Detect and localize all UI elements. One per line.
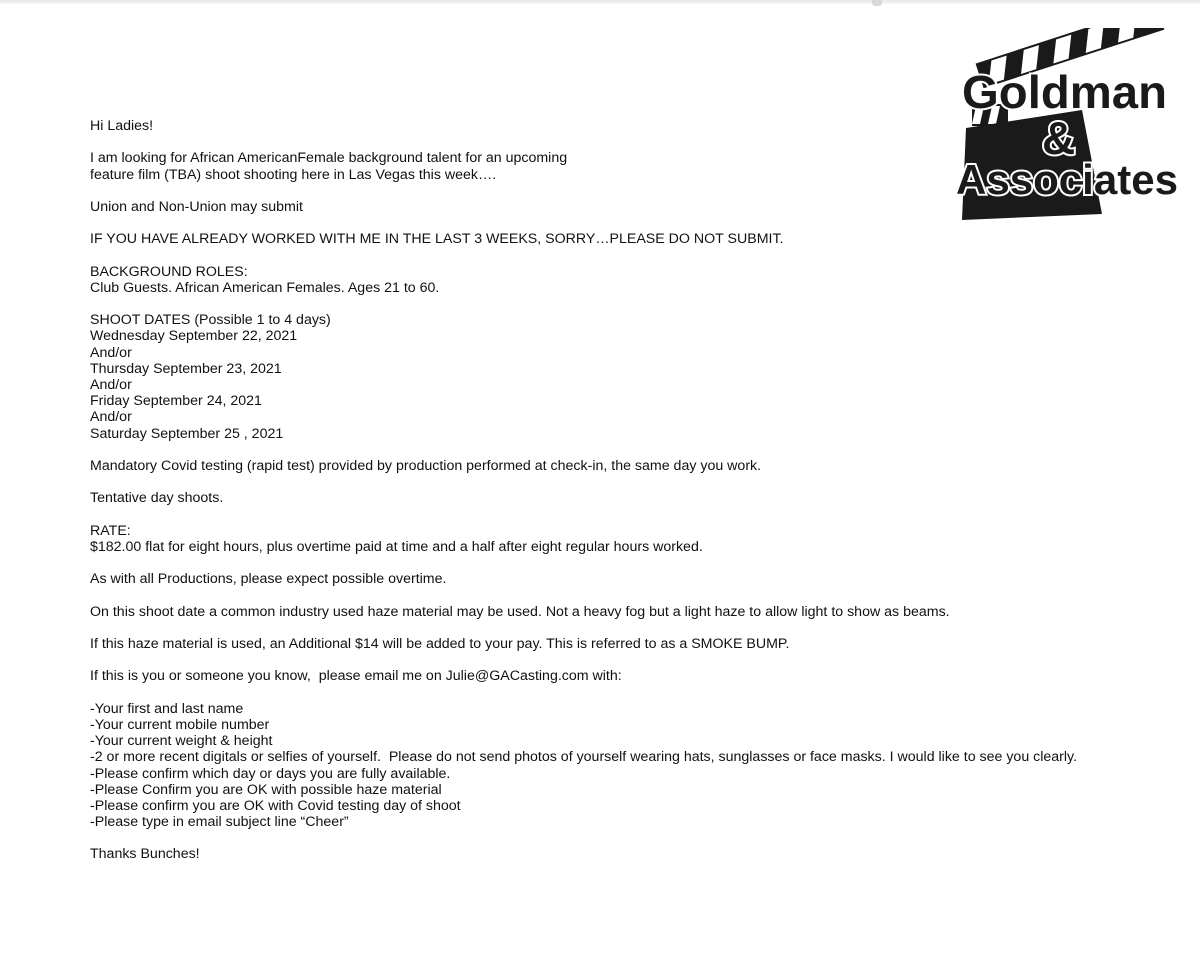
requirement-item: -Your current weight & height [90,733,273,750]
overtime-note: As with all Productions, please expect possible overtime. [90,571,447,588]
rate-heading: RATE: [90,522,131,539]
shoot-date: Friday September 24, 2021 [90,393,262,410]
requirement-item: -Your current mobile number [90,716,270,733]
warning-text: IF YOU HAVE ALREADY WORKED WITH ME IN THE LAST 3 WEEKS, SORRY…PLEASE DO NOT SUBMIT. [90,231,784,248]
requirement-item: -2 or more recent digitals or selfies of yourself. Please do not send photos of yourself wearing hats, sunglasses or face masks. I would like to see you clearly. [90,749,1078,766]
greeting: Hi Ladies! [90,118,154,134]
requirement-item: -Please confirm which day or days you are fully available. [90,765,451,782]
shoot-date: Saturday September 25 , 2021 [90,425,284,442]
roles-heading: BACKGROUND ROLES: [90,263,248,280]
logo-line-ampersand: & [1042,112,1076,164]
roles-text: Club Guests. African American Females. Ages 21 to 60. [90,279,440,296]
dates-heading: SHOOT DATES (Possible 1 to 4 days) [90,312,331,329]
date-separator: And/or [90,344,132,361]
window-top-edge [0,0,1200,4]
logo-line-associates: Associates [956,156,1178,203]
casting-notice [90,118,1150,863]
date-separator: And/or [90,409,132,426]
requirement-item: -Your first and last name [90,700,244,717]
intro-line: I am looking for African AmericanFemale background talent for an upcoming [90,150,568,167]
logo-line-goldman: Goldman [962,66,1167,118]
rate-text: $182.00 flat for eight hours, plus overtime paid at time and a half after eight regular hours worked. [90,538,703,555]
intro-line: feature film (TBA) shoot shooting here in Las Vegas this week…. [90,166,497,183]
union-note: Union and Non-Union may submit [90,198,303,215]
signoff: Thanks Bunches! [90,846,200,863]
requirement-item: -Please confirm you are OK with Covid testing day of shoot [90,797,461,814]
smoke-bump-note: If this haze material is used, an Additional $14 will be added to your pay. This is referred to as a SMOKE BUMP. [90,636,790,652]
email-intro: If this is you or someone you know, please email me on Julie@GACasting.com with: [90,668,622,685]
haze-note: On this shoot date a common industry used haze material may be used. Not a heavy fog but a light haze to allow light to show as beams. [90,603,950,620]
requirement-item: -Please Confirm you are OK with possible haze material [90,781,442,798]
shoot-date: Thursday September 23, 2021 [90,360,282,377]
date-separator: And/or [90,377,132,393]
requirement-item: -Please type in email subject line “Cheer” [90,814,349,831]
scroll-indicator[interactable] [872,0,882,6]
shoot-date: Wednesday September 22, 2021 [90,328,298,345]
covid-note: Mandatory Covid testing (rapid test) provided by production performed at check-in, the same day you work. [90,457,762,474]
tentative-note: Tentative day shoots. [90,490,224,507]
